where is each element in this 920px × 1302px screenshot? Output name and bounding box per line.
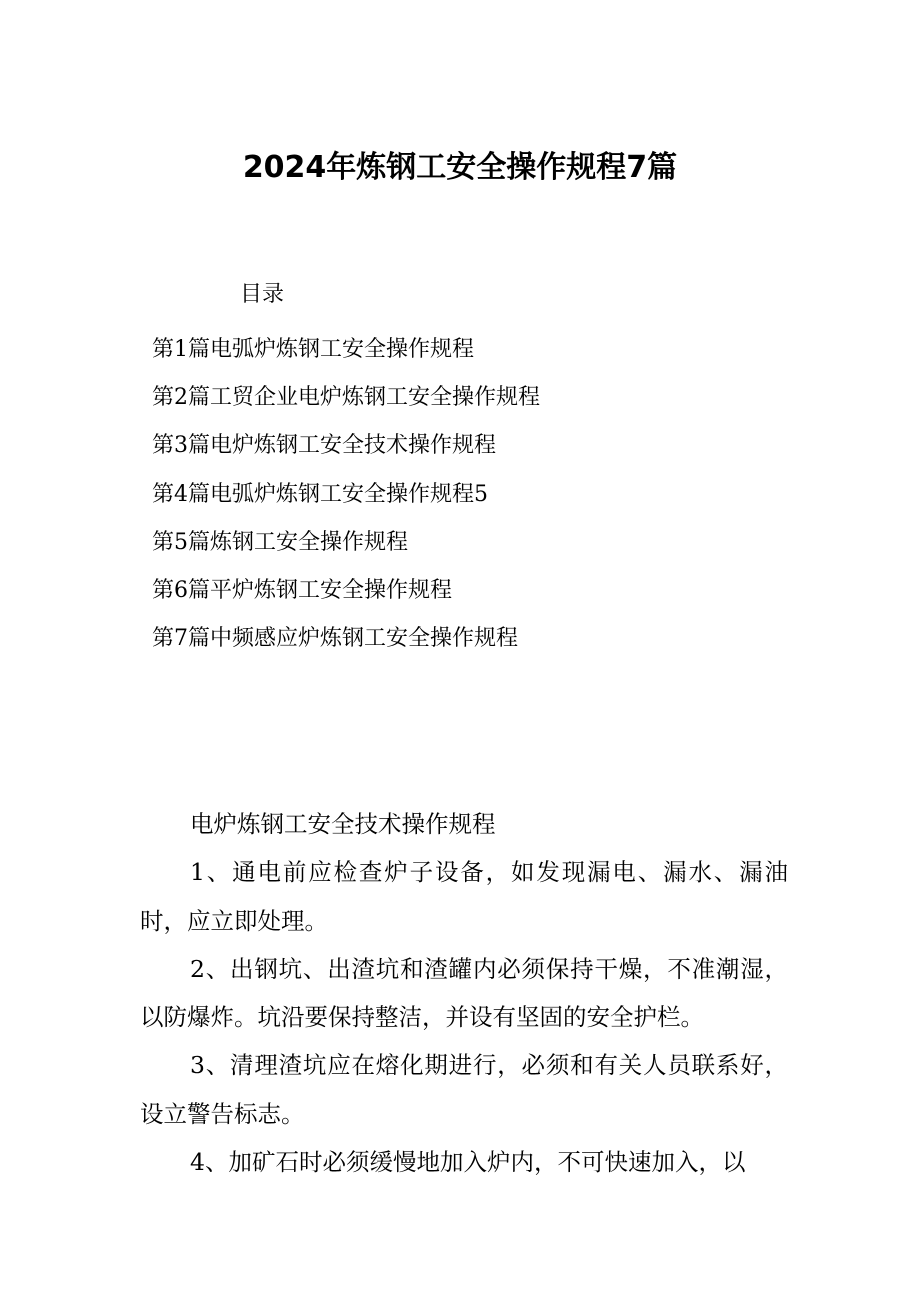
toc-item: 第6篇平炉炼钢工安全操作规程 (152, 577, 452, 603)
paragraph: 2、出钢坑、出渣坑和渣罐内必须保持干燥，不准潮湿，以防爆炸。坑沿要保持整洁，并设有坚固的安全护栏。 (140, 954, 788, 1032)
paragraph: 3、清理渣坑应在熔化期进行，必须和有关人员联系好，设立警告标志。 (140, 1051, 788, 1128)
section-heading: 电炉炼钢工安全技术操作规程 (190, 810, 496, 838)
toc-heading: 目录 (240, 282, 285, 307)
toc-item: 第7篇中频感应炉炼钢工安全操作规程 (152, 626, 518, 652)
paragraph: 1、通电前应检查炉子设备，如发现漏电、漏水、漏油时，应立即处理。 (140, 858, 788, 935)
table-of-contents (152, 326, 540, 663)
toc-item: 第4篇电弧炉炼钢工安全操作规程5 (152, 481, 488, 507)
toc-item: 第1篇电弧炉炼钢工安全操作规程 (152, 337, 474, 362)
toc-item: 第2篇工贸企业电炉炼钢工安全操作规程 (152, 385, 540, 411)
document-body (140, 800, 788, 1186)
toc-item: 第3篇电炉炼钢工安全技术操作规程 (152, 433, 496, 459)
paragraph: 4、加矿石时必须缓慢地加入炉内，不可快速加入，以 (190, 1148, 746, 1177)
toc-item: 第5篇炼钢工安全操作规程 (152, 529, 408, 555)
document-title: 2024年炼钢工安全操作规程7篇 (242, 150, 678, 185)
